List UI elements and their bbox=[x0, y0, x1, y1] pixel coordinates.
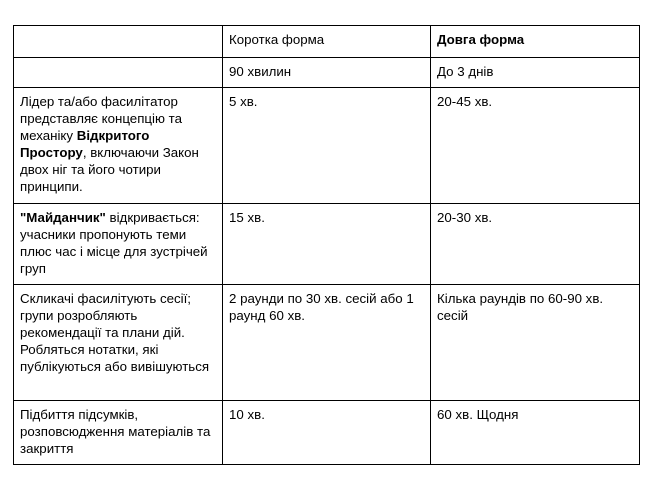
activity-cell bbox=[14, 401, 223, 465]
long-time-cell: 60 хв. Щодня bbox=[431, 401, 640, 465]
short-time-cell: 2 раунди по 30 хв. сесій або 1 раунд 60 хв. bbox=[223, 285, 431, 401]
long-time-cell: Кілька раундів по 60-90 хв. сесій bbox=[431, 285, 640, 401]
short-time-cell: 10 хв. bbox=[223, 401, 431, 465]
activity-text-bold: "Майданчик" bbox=[20, 210, 106, 225]
activity-text: відкривається: учасники пропонують теми плюс час і місце для зустрічей груп bbox=[20, 210, 208, 276]
header-row bbox=[14, 26, 640, 58]
activity-cell bbox=[14, 204, 223, 285]
activity-text: Скликачі фасилітують сесії; групи розробляють рекомендації та плани дій. Робляться нотатки, які публікуються або вивішуються bbox=[20, 291, 210, 374]
table-row bbox=[14, 285, 640, 401]
duration-empty-cell bbox=[14, 58, 223, 88]
header-long-form bbox=[431, 26, 640, 58]
activity-text-bold: Відкритого Простору bbox=[20, 128, 150, 160]
activity-text: , включаючи Закон двох ніг та його чотири принципи. bbox=[20, 145, 199, 194]
duration-row bbox=[14, 58, 640, 88]
table-row bbox=[14, 88, 640, 204]
activity-cell bbox=[14, 285, 223, 401]
activity-cell bbox=[14, 88, 223, 204]
short-time-cell: 15 хв. bbox=[223, 204, 431, 285]
short-time-cell: 5 хв. bbox=[223, 88, 431, 204]
duration-short: 90 хвилин bbox=[223, 58, 431, 88]
activity-text: Підбиття підсумків, розповсюдження матеріалів та закриття bbox=[20, 407, 211, 456]
duration-long: До 3 днів bbox=[431, 58, 640, 88]
activity-text: Лідер та/або фасилітатор представляє концепцію та механіку bbox=[20, 94, 182, 143]
table-row bbox=[14, 401, 640, 465]
table-row bbox=[14, 204, 640, 285]
long-time-cell: 20-30 хв. bbox=[431, 204, 640, 285]
header-long-form-label: Довга форма bbox=[437, 32, 525, 47]
header-short-form: Коротка форма bbox=[223, 26, 431, 58]
long-time-cell: 20-45 хв. bbox=[431, 88, 640, 204]
open-space-schedule-table bbox=[13, 25, 640, 465]
header-empty-cell bbox=[14, 26, 223, 58]
